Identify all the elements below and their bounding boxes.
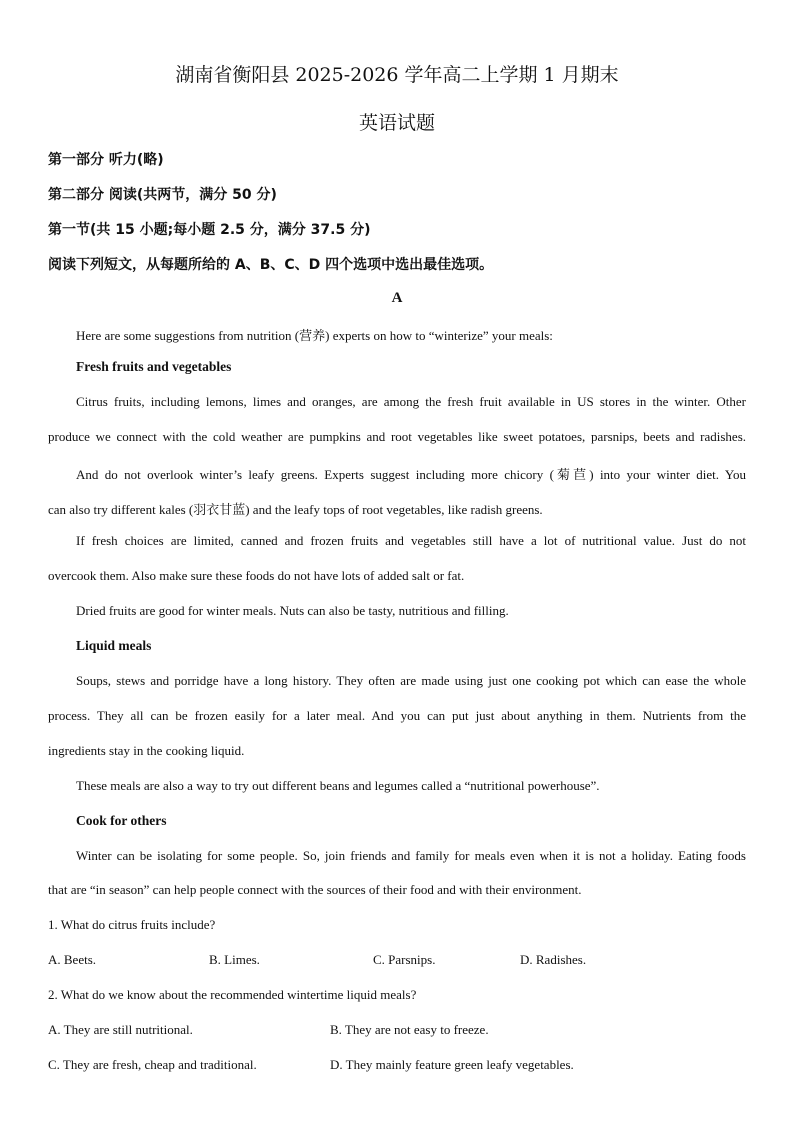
question-1-option-c[interactable]: C. Parsnips.	[373, 952, 436, 967]
paragraph-7-line-1: Winter can be isolating for some people. So, join friends and family for meals even when it is not a holiday. Eating foods	[76, 848, 746, 863]
paragraph-1-line-1: Citrus fruits, including lemons, limes and oranges, are among the fresh fruit available in US stores in the winter. Other	[76, 394, 746, 409]
paragraph-3-line-2: overcook them. Also make sure these foods do not have lots of added salt or fat.	[48, 568, 465, 583]
passage-letter: A	[391, 290, 403, 306]
heading-liquid-meals: Liquid meals	[76, 638, 152, 653]
question-1-option-a[interactable]: A. Beets.	[48, 952, 97, 967]
paragraph-2-line-2: can also try different kales (羽衣甘蓝) and the leafy tops of root vegetables, like radish greens.	[48, 502, 543, 517]
question-1-stem: 1. What do citrus fruits include?	[48, 917, 216, 932]
part2-heading: 第二部分 阅读(共两节，满分 50 分)	[48, 187, 277, 203]
paragraph-2-line-1: And do not overlook winter’s leafy greens. Experts suggest including more chicory (菊苣) into your winter diet. You	[76, 467, 746, 482]
paragraph-3-line-1: If fresh choices are limited, canned and frozen fruits and vegetables still have a lot of nutritional value. Just do not	[76, 533, 746, 548]
exam-subtitle: 英语试题	[358, 112, 435, 134]
question-2-stem: 2. What do we know about the recommended wintertime liquid meals?	[48, 987, 417, 1002]
paragraph-5-line-1: Soups, stews and porridge have a long history. They often are made using just one cooking pot which can ease the whole	[76, 673, 746, 688]
question-1-option-d[interactable]: D. Radishes.	[520, 952, 587, 967]
section1-heading: 第一节(共 15 小题;每小题 2.5 分，满分 37.5 分)	[48, 222, 371, 238]
paragraph-4: Dried fruits are good for winter meals. Nuts can also be tasty, nutritious and filling.	[76, 603, 509, 618]
question-2-option-a[interactable]: A. They are still nutritional.	[48, 1022, 193, 1037]
passage-intro: Here are some suggestions from nutrition (营养) experts on how to “winterize” your meals:	[76, 328, 553, 343]
heading-fresh-fruits: Fresh fruits and vegetables	[76, 359, 232, 374]
question-1-option-b[interactable]: B. Limes.	[209, 952, 260, 967]
paragraph-6: These meals are also a way to try out different beans and legumes called a “nutritional powerhouse”.	[76, 778, 600, 793]
paragraph-5-line-2: process. They all can be frozen easily for a later meal. And you can put just about anything in them. Nutrients from the	[48, 708, 746, 723]
exam-title: 湖南省衡阳县 2025-2026 学年高二上学期 1 月期末	[175, 64, 619, 86]
paragraph-1-line-2: produce we connect with the cold weather are pumpkins and root vegetables like sweet potatoes, parsnips, beets and radishes.	[48, 429, 746, 444]
instruction-text: 阅读下列短文，从每题所给的 A、B、C、D 四个选项中选出最佳选项。	[48, 257, 494, 273]
part1-heading: 第一部分 听力(略)	[48, 152, 164, 168]
heading-cook-for-others: Cook for others	[76, 813, 167, 828]
question-2-option-d[interactable]: D. They mainly feature green leafy vegetables.	[330, 1057, 574, 1072]
paragraph-5-line-3: ingredients stay in the cooking liquid.	[48, 743, 245, 758]
question-2-option-b[interactable]: B. They are not easy to freeze.	[330, 1022, 489, 1037]
paragraph-7-line-2: that are “in season” can help people connect with the sources of their food and with their environment.	[48, 882, 582, 897]
question-2-option-c[interactable]: C. They are fresh, cheap and traditional.	[48, 1057, 257, 1072]
